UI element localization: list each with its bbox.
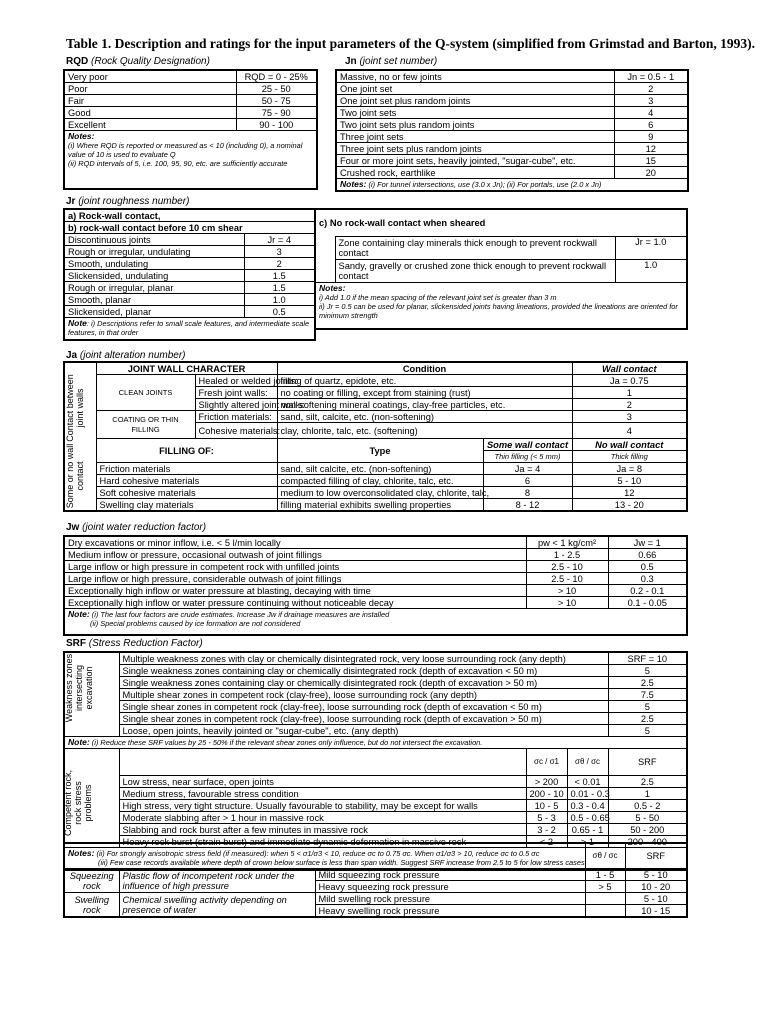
table-row bbox=[336, 95, 688, 107]
table-row bbox=[64, 549, 687, 561]
table-row bbox=[64, 475, 687, 487]
table-row bbox=[64, 725, 687, 737]
table-cell: Smooth, planar bbox=[64, 294, 244, 306]
table-cell: 2 bbox=[244, 258, 315, 270]
jn-notes bbox=[336, 179, 688, 192]
table-cell: 0.3 bbox=[608, 573, 687, 585]
table-cell: Thin filling (< 5 mm) bbox=[483, 451, 572, 463]
table-cell: 12 bbox=[572, 487, 687, 499]
table-cell: Four or more joint sets, heavily jointed, "sugar-cube", etc. bbox=[336, 155, 614, 167]
table-cell: Swelling rock bbox=[64, 893, 119, 918]
table-cell: 9 bbox=[614, 131, 688, 143]
table-cell: Dry excavations or minor inflow, i.e. < 5 l/min locally bbox=[64, 536, 526, 549]
table-cell: b) rock-wall contact before 10 cm shear bbox=[64, 222, 315, 234]
table-cell: Hard cohesive materials bbox=[96, 475, 277, 487]
table-cell: 10 - 15 bbox=[625, 905, 687, 918]
table-cell: a) Rock-wall contact, bbox=[64, 209, 315, 222]
table-row bbox=[336, 131, 688, 143]
table-cell: Type bbox=[277, 439, 483, 463]
jr-a-note bbox=[64, 318, 315, 341]
table-cell: Heavy squeezing rock pressure bbox=[315, 881, 585, 893]
table-row bbox=[64, 306, 315, 318]
table-cell: 1 bbox=[572, 387, 687, 399]
srf-heading: SRF (Stress Reduction Factor) bbox=[66, 638, 203, 649]
table-row bbox=[64, 375, 687, 387]
table-cell: 12 bbox=[614, 143, 688, 155]
table-row bbox=[64, 665, 687, 677]
srf-side-label-2: Competent rock, rock stress problems bbox=[63, 769, 93, 837]
table-cell: Note: (i) The last four factors are crude estimates. Increase Jw if drainage measures are installed (ii) Special problems caused by ice formation are not considered bbox=[64, 609, 687, 636]
table-cell: 5 - 10 bbox=[625, 869, 687, 881]
srf-side-label-1: Weakness zones intersecting excavation bbox=[64, 653, 94, 723]
table-cell: Slickensided, planar bbox=[64, 306, 244, 318]
table-cell: Sandy, gravelly or crushed zone thick enough to prevent rockwall contact bbox=[335, 260, 615, 283]
table-cell: Jn = 0.5 - 1 bbox=[614, 70, 688, 83]
table-row bbox=[64, 812, 687, 824]
table-row bbox=[64, 95, 317, 107]
table-row bbox=[64, 246, 315, 258]
table-row bbox=[64, 463, 687, 475]
table-cell: Large inflow or high pressure in competent rock with unfilled joints bbox=[64, 561, 526, 573]
table-cell: Jw = 1 bbox=[608, 536, 687, 549]
table-cell: Slightly altered joint walls: bbox=[195, 399, 277, 411]
table-row bbox=[315, 209, 687, 237]
table-cell: Exceptionally high inflow or water pressure continuing without noticeable decay bbox=[64, 597, 526, 609]
table-row bbox=[336, 70, 688, 83]
table-cell: JOINT WALL CHARACTER bbox=[96, 362, 277, 375]
document-title: Table 1. Description and ratings for the input parameters of the Q-system (simplified from Grimstad and Barton, 1993). bbox=[66, 36, 755, 51]
table-cell: Squeezing rock bbox=[64, 869, 119, 893]
table-cell: Large inflow or high pressure, considerable outwash of joint fillings bbox=[64, 573, 526, 585]
table-cell: 2.5 - 10 bbox=[526, 573, 608, 585]
ja-side-label-1: Contact between joint walls bbox=[65, 374, 85, 442]
table-cell: 2.5 bbox=[608, 713, 687, 725]
table-cell: One joint set plus random joints bbox=[336, 95, 614, 107]
ja-table bbox=[63, 361, 688, 512]
table-cell: 2.5 - 10 bbox=[526, 561, 608, 573]
table-cell: Zone containing clay minerals thick enough to prevent rockwall contact bbox=[335, 237, 615, 260]
table-cell: Fresh joint walls: bbox=[195, 387, 277, 399]
table-cell: σθ / σc bbox=[567, 749, 608, 776]
table-cell: Multiple shear zones in competent rock (clay-free), loose surrounding rock (any depth) bbox=[119, 689, 608, 701]
table-cell: Two joint sets bbox=[336, 107, 614, 119]
table-row bbox=[64, 788, 687, 800]
jn-heading: Jn (joint set number) bbox=[345, 56, 438, 67]
table-cell: 1.0 bbox=[244, 294, 315, 306]
jr-heading: Jr (joint roughness number) bbox=[66, 196, 190, 207]
table-cell: 200 - 10 bbox=[526, 788, 567, 800]
table-cell: 50 - 200 bbox=[608, 824, 687, 836]
table-cell: One joint set bbox=[336, 83, 614, 95]
table-cell: 10 - 20 bbox=[625, 881, 687, 893]
table-cell: 10 - 5 bbox=[526, 800, 567, 812]
table-cell: Single shear zones in competent rock (clay-free), loose surrounding rock (depth of excavation > 50 m) bbox=[119, 713, 608, 725]
table-row bbox=[64, 585, 687, 597]
table-cell: Three joint sets bbox=[336, 131, 614, 143]
table-cell: c) No rock-wall contact when sheared bbox=[315, 209, 687, 237]
table-cell: Mild squeezing rock pressure bbox=[315, 869, 585, 881]
table-cell: High stress, very tight structure. Usually favourable to stability, may be except for walls bbox=[119, 800, 526, 812]
table-cell: > 10 bbox=[526, 597, 608, 609]
table-cell: COATING OR THIN FILLING bbox=[96, 411, 195, 439]
table-cell: Ja = 4 bbox=[483, 463, 572, 475]
table-cell: 5 bbox=[608, 701, 687, 713]
table-cell: SRF = 10 bbox=[608, 652, 687, 665]
table-cell: no coating or filling, except from staining (rust) bbox=[277, 387, 572, 399]
table-row bbox=[64, 294, 315, 306]
table-row bbox=[64, 222, 315, 234]
table-cell: Single weakness zones containing clay or chemically disintegrated rock (depth of excavation > 50 m) bbox=[119, 677, 608, 689]
table-cell: Heavy swelling rock pressure bbox=[315, 905, 585, 918]
table-cell: Soft cohesive materials bbox=[96, 487, 277, 499]
table-cell: Thick filling bbox=[572, 451, 687, 463]
table-cell: Wall contact bbox=[572, 362, 687, 375]
table-row bbox=[64, 270, 315, 282]
table-row bbox=[64, 843, 687, 869]
table-cell: 1.5 bbox=[244, 282, 315, 294]
table-cell: 3 - 2 bbox=[526, 824, 567, 836]
table-cell: Jr = 4 bbox=[244, 234, 315, 246]
table-row bbox=[336, 167, 688, 179]
table-cell: 0.5 bbox=[244, 306, 315, 318]
jr-a-table bbox=[63, 208, 316, 341]
table-cell: 6 bbox=[614, 119, 688, 131]
table-cell: Moderate slabbing after > 1 hour in massive rock bbox=[119, 812, 526, 824]
table-row bbox=[64, 362, 687, 375]
table-cell: sand, silt calcite, etc. (non-softening) bbox=[277, 463, 483, 475]
table-cell bbox=[64, 843, 585, 869]
table-cell: Exceptionally high inflow or water pressure at blasting, decaying with time bbox=[64, 585, 526, 597]
table-cell: sand, silt, calcite, etc. (non-softening) bbox=[277, 411, 572, 423]
table-row bbox=[64, 824, 687, 836]
table-cell: Rough or irregular, planar bbox=[64, 282, 244, 294]
table-cell: 5 bbox=[608, 725, 687, 737]
jw-notes bbox=[64, 609, 687, 636]
table-cell: Medium inflow or pressure, occasional outwash of joint fillings bbox=[64, 549, 526, 561]
table-cell: > 200 bbox=[526, 776, 567, 788]
table-cell: Crushed rock, earthlike bbox=[336, 167, 614, 179]
table-row bbox=[336, 107, 688, 119]
table-row bbox=[336, 143, 688, 155]
table-cell: Three joint sets plus random joints bbox=[336, 143, 614, 155]
table-cell: 0.5 - 2 bbox=[608, 800, 687, 812]
table-cell: pw < 1 kg/cm² bbox=[526, 536, 608, 549]
table-cell: 0.5 bbox=[608, 561, 687, 573]
table-row bbox=[64, 439, 687, 451]
table-cell: Good bbox=[64, 107, 236, 119]
table-cell: Discontinuous joints bbox=[64, 234, 244, 246]
table-row bbox=[64, 258, 315, 270]
table-cell: 0.01 - 0.3 bbox=[567, 788, 608, 800]
jw-heading: Jw (joint water reduction factor) bbox=[66, 522, 207, 533]
table-cell: SRF bbox=[608, 749, 687, 776]
table-cell: 3 bbox=[614, 95, 688, 107]
table-cell: > 1 bbox=[567, 836, 608, 848]
jw-table bbox=[63, 535, 688, 636]
table-cell: No wall contact bbox=[572, 439, 687, 451]
table-cell: Friction materials: bbox=[195, 411, 277, 423]
table-cell: Healed or welded joints: bbox=[195, 375, 277, 387]
table-cell: Jr = 1.0 bbox=[615, 237, 687, 260]
table-cell: FILLING OF: bbox=[96, 439, 277, 463]
table-row bbox=[64, 83, 317, 95]
jr-c-notes bbox=[315, 283, 687, 330]
table-cell: 90 - 100 bbox=[236, 119, 317, 131]
table-cell: Two joint sets plus random joints bbox=[336, 119, 614, 131]
table-cell: 1.0 bbox=[615, 260, 687, 283]
table-cell: Poor bbox=[64, 83, 236, 95]
table-cell: Loose, open joints, heavily jointed or "sugar-cube", etc. (any depth) bbox=[119, 725, 608, 737]
table-cell: Low stress, near surface, open joints bbox=[119, 776, 526, 788]
table-cell: Very poor bbox=[64, 70, 236, 83]
table-cell: Excellent bbox=[64, 119, 236, 131]
table-cell: Notes: i) Add 1.0 if the mean spacing of the relevant joint set is greater than 3 m ii) Jr = 0.5 can be used for planar, slickensided joints having lineations, provided the lineations are oriented for minimum strength bbox=[315, 283, 687, 330]
table-row bbox=[64, 689, 687, 701]
table-cell: 2 bbox=[572, 399, 687, 411]
table-cell: Cohesive materials: bbox=[195, 423, 277, 439]
table-cell: 7.5 bbox=[608, 689, 687, 701]
table-cell: 4 bbox=[572, 423, 687, 439]
table-cell: 75 - 90 bbox=[236, 107, 317, 119]
table-row bbox=[336, 155, 688, 167]
table-cell bbox=[119, 749, 526, 776]
table-row bbox=[315, 237, 687, 260]
table-row bbox=[64, 701, 687, 713]
table-cell: 0.3 - 0.4 bbox=[567, 800, 608, 812]
table-row bbox=[64, 209, 315, 222]
table-cell: 0.5 - 0.65 bbox=[567, 812, 608, 824]
table-row bbox=[64, 749, 687, 776]
table-cell: Slickensided, undulating bbox=[64, 270, 244, 282]
table-cell: Heavy rock burst (strain burst) and immediate dynamic deformation in massive rock bbox=[119, 836, 526, 848]
table-cell: Mild swelling rock pressure bbox=[315, 893, 585, 905]
table-cell: Note: (i) Reduce these SRF values by 25 - 50% if the relevant shear zones only influence, but do not intersect the excavation. bbox=[64, 737, 687, 749]
table-row bbox=[315, 260, 687, 283]
table-cell: 5 - 3 bbox=[526, 812, 567, 824]
table-cell: Condition bbox=[277, 362, 572, 375]
table-cell: 0.2 - 0.1 bbox=[608, 585, 687, 597]
table-row bbox=[64, 536, 687, 549]
table-cell: compacted filling of clay, chlorite, talc, etc. bbox=[277, 475, 483, 487]
table-row bbox=[64, 234, 315, 246]
table-row bbox=[64, 893, 687, 905]
table-row bbox=[64, 713, 687, 725]
table-cell: Notes: (i) For tunnel intersections, use (3.0 x Jn); (ii) For portals, use (2.0 x Jn) bbox=[336, 179, 688, 192]
table-row bbox=[64, 573, 687, 585]
table-row bbox=[64, 800, 687, 812]
table-row bbox=[64, 70, 317, 83]
table-cell: RQD = 0 - 25% bbox=[236, 70, 317, 83]
table-cell: 1 - 2.5 bbox=[526, 549, 608, 561]
table-cell: Slabbing and rock burst after a few minutes in massive rock bbox=[119, 824, 526, 836]
table-cell: 0.65 - 1 bbox=[567, 824, 608, 836]
table-cell: 200 - 400 bbox=[608, 836, 687, 848]
table-cell: 15 bbox=[614, 155, 688, 167]
table-cell: 3 bbox=[244, 246, 315, 258]
table-cell: clay, chlorite, talc, etc. (softening) bbox=[277, 423, 572, 439]
table-row bbox=[64, 652, 687, 665]
table-cell: Swelling clay materials bbox=[96, 499, 277, 512]
table-cell: 1.5 bbox=[244, 270, 315, 282]
table-cell: Single shear zones in competent rock (clay-free), loose surrounding rock (depth of excavation < 50 m) bbox=[119, 701, 608, 713]
jn-table bbox=[335, 69, 689, 192]
table-cell: Multiple weakness zones with clay or chemically disintegrated rock, very loose surrounding rock (any depth) bbox=[119, 652, 608, 665]
table-cell: 2 bbox=[614, 83, 688, 95]
table-cell: 1 bbox=[608, 788, 687, 800]
table-cell: non-softening mineral coatings, clay-free particles, etc. bbox=[277, 399, 572, 411]
rqd-table bbox=[63, 69, 318, 190]
table-cell: 1 - 5 bbox=[585, 869, 625, 881]
table-cell: 8 - 12 bbox=[483, 499, 572, 512]
ja-heading: Ja (joint alteration number) bbox=[66, 350, 186, 361]
table-row bbox=[336, 83, 688, 95]
table-cell: 0.1 - 0.05 bbox=[608, 597, 687, 609]
table-row bbox=[64, 119, 317, 131]
table-cell: 4 bbox=[614, 107, 688, 119]
table-cell: SRF bbox=[625, 843, 687, 869]
table-row bbox=[64, 561, 687, 573]
table-cell: 20 bbox=[614, 167, 688, 179]
table-cell: 6 bbox=[483, 475, 572, 487]
table-row bbox=[64, 677, 687, 689]
table-cell: CLEAN JOINTS bbox=[96, 375, 195, 411]
table-cell: 5 - 50 bbox=[608, 812, 687, 824]
rqd-heading: RQD (Rock Quality Designation) bbox=[66, 56, 210, 67]
table-cell: 13 - 20 bbox=[572, 499, 687, 512]
table-cell: 50 - 75 bbox=[236, 95, 317, 107]
table-cell: Notes: (i) Where RQD is reported or measured as < 10 (including 0), a nominal value of 10 is used to evaluate Q (ii) RQD intervals of 5, i.e. 100, 95, 90, etc. are sufficiently accurate bbox=[64, 131, 317, 190]
srf-squeeze-table bbox=[63, 842, 688, 918]
table-row bbox=[64, 487, 687, 499]
ja-side-label-2: Some or no wall contact bbox=[65, 443, 85, 509]
rqd-notes bbox=[64, 131, 317, 190]
table-cell: 5 - 10 bbox=[572, 475, 687, 487]
table-cell: σc / σ1 bbox=[526, 749, 567, 776]
table-cell: filling material exhibits swelling properties bbox=[277, 499, 483, 512]
table-cell: Fair bbox=[64, 95, 236, 107]
table-cell: 5 - 10 bbox=[625, 893, 687, 905]
table-cell: 8 bbox=[483, 487, 572, 499]
table-row bbox=[64, 107, 317, 119]
table-cell: Plastic flow of incompetent rock under the influence of high pressure bbox=[119, 869, 315, 893]
table-row bbox=[64, 499, 687, 512]
table-cell: 3 bbox=[572, 411, 687, 423]
table-row bbox=[64, 776, 687, 788]
table-cell: 2.5 bbox=[608, 677, 687, 689]
table-cell: Note: i) Descriptions refer to small scale features, and intermediate scale features, in that order bbox=[64, 318, 315, 341]
table-cell: Ja = 0.75 bbox=[572, 375, 687, 387]
table-cell: > 5 bbox=[585, 881, 625, 893]
table-cell: Massive, no or few joints bbox=[336, 70, 614, 83]
table-cell: filling of quartz, epidote, etc. bbox=[277, 375, 572, 387]
table-row bbox=[64, 411, 687, 423]
srf-note-1 bbox=[64, 737, 687, 749]
table-cell: Friction materials bbox=[96, 463, 277, 475]
table-cell: Some wall contact bbox=[483, 439, 572, 451]
table-row bbox=[64, 597, 687, 609]
table-cell bbox=[315, 260, 335, 283]
table-cell bbox=[315, 237, 335, 260]
table-cell: Single weakness zones containing clay or chemically disintegrated rock (depth of excavation < 50 m) bbox=[119, 665, 608, 677]
table-cell: medium to low overconsolidated clay, chlorite, talc, bbox=[277, 487, 483, 499]
table-cell: 0.66 bbox=[608, 549, 687, 561]
table-cell: Chemical swelling activity depending on presence of water bbox=[119, 893, 315, 918]
table-row bbox=[336, 119, 688, 131]
table-cell: Rough or irregular, undulating bbox=[64, 246, 244, 258]
table-cell: Ja = 8 bbox=[572, 463, 687, 475]
table-cell: σθ / σc bbox=[585, 843, 625, 869]
table-cell: Smooth, undulating bbox=[64, 258, 244, 270]
table-cell: 25 - 50 bbox=[236, 83, 317, 95]
table-cell: Notes: (ii) For strongly anisotropic stress field (if measured): when 5 < σ1/σ3 < 10, reduce σc to 0.75 σc. When σ1/σ3 > 10, reduce σc to 0.5 σc (iii) Few case records available where depth of crown below surface is less than span width. Suggest SRF increase from 2.5 to 5 for low stress cases bbox=[64, 848, 687, 871]
table-cell: 2.5 bbox=[608, 776, 687, 788]
table-cell: > 10 bbox=[526, 585, 608, 597]
srf-table bbox=[63, 651, 688, 871]
table-cell: 5 bbox=[608, 665, 687, 677]
table-row bbox=[64, 869, 687, 881]
table-cell: < 2 bbox=[526, 836, 567, 848]
jr-c-table bbox=[314, 208, 688, 330]
table-cell: < 0.01 bbox=[567, 776, 608, 788]
table-cell: Medium stress, favourable stress condition bbox=[119, 788, 526, 800]
table-row bbox=[64, 282, 315, 294]
table-cell bbox=[585, 905, 625, 918]
table-cell bbox=[585, 893, 625, 905]
